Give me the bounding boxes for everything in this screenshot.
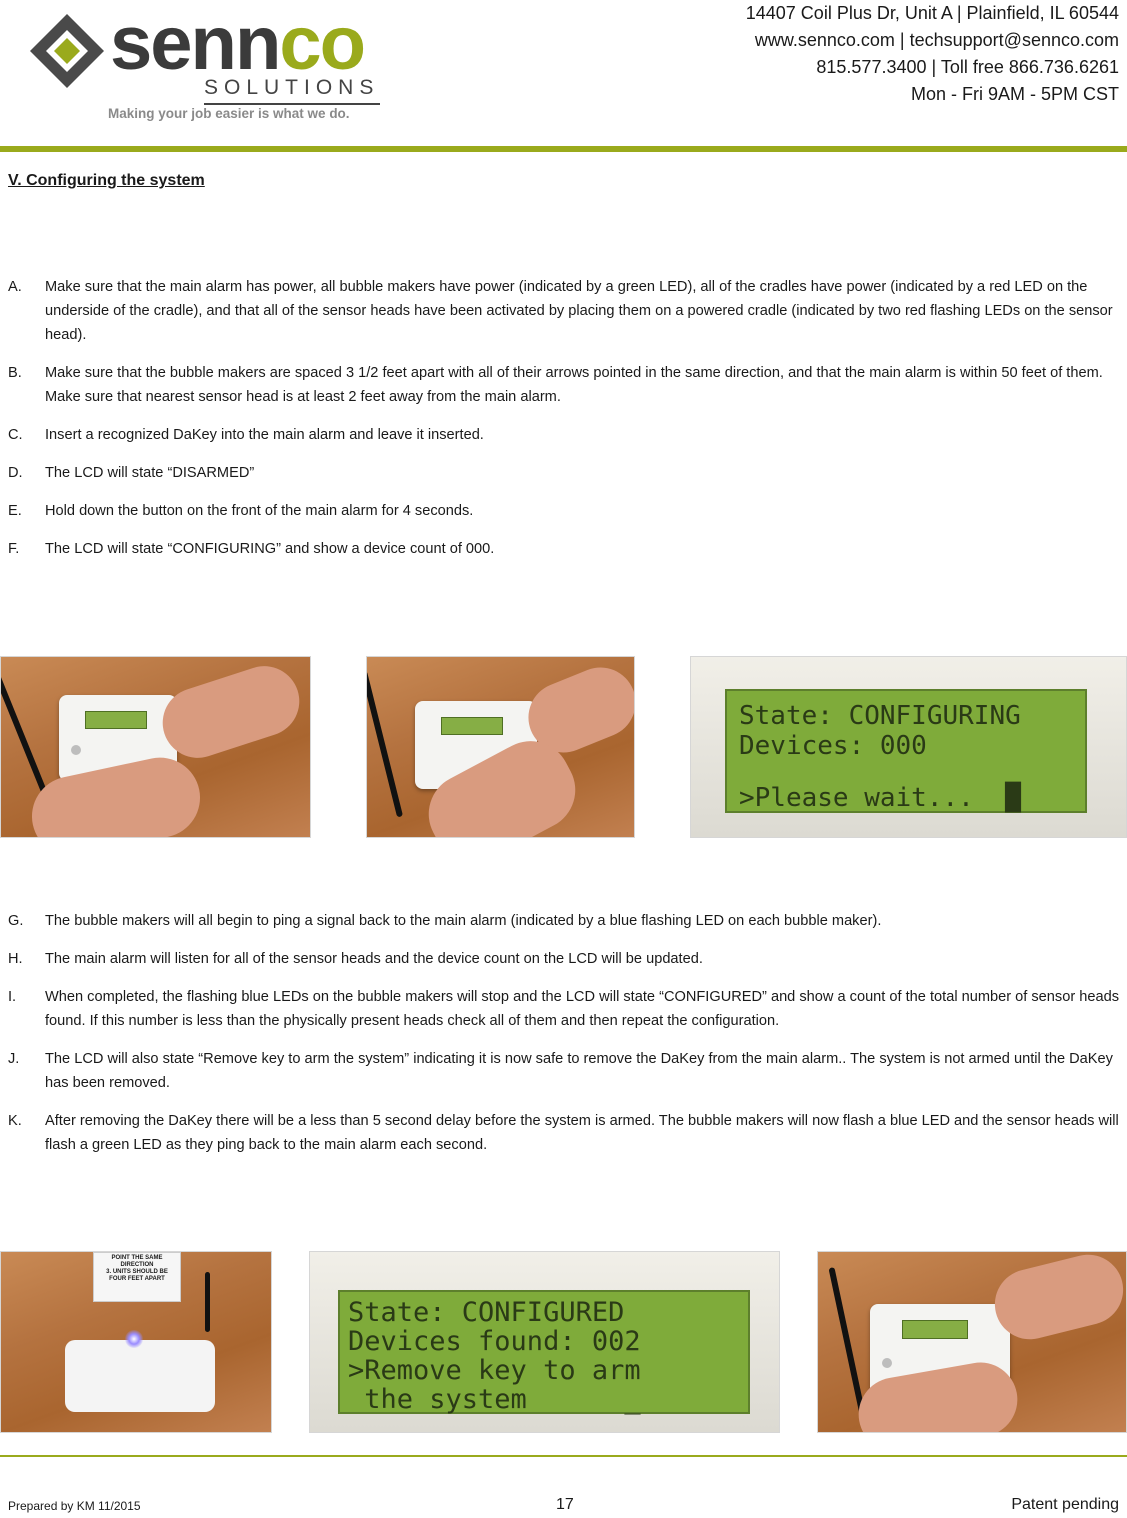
step-item: H. The main alarm will listen for all of the sensor heads and the device count on the LCD will be updated. [8, 951, 703, 967]
steps-list-a-f [8, 275, 1120, 575]
lcd-line: Devices found: 002 [348, 1326, 641, 1357]
footer-divider [0, 1455, 1127, 1457]
footer-patent: Patent pending [1011, 1496, 1119, 1513]
lcd-screen-configured [338, 1290, 750, 1414]
hand-right [987, 1251, 1127, 1347]
hand-right [154, 657, 309, 767]
device-lcd [85, 711, 147, 729]
photo-hold-button [366, 656, 635, 838]
logo-underline [204, 103, 380, 105]
lcd-line: >Please wait... █ [739, 783, 1021, 813]
antenna-cable [828, 1267, 865, 1415]
photo-bubble-maker [0, 1251, 272, 1433]
photo-insert-dakey [0, 656, 311, 838]
contact-address: 14407 Coil Plus Dr, Unit A | Plainfield, IL 60544 [745, 3, 1119, 23]
device-lcd [902, 1320, 968, 1339]
lcd-screen-configuring [725, 689, 1087, 813]
page-number: 17 [556, 1496, 574, 1513]
step-item: E. Hold down the button on the front of the main alarm for 4 seconds. [8, 503, 474, 519]
step-item: A. Make sure that the main alarm has power, all bubble makers have power (indicated by a green LED), all of the cradles have power (indicated by a red LED on the underside of the cradle), and that all of the sensor heads have been activated by placing them on a powered cradle (indicated by two red flashing LEDs on the sensor head). [8, 279, 1113, 343]
step-item: B. Make sure that the bubble makers are spaced 3 1/2 feet apart with all of their arrows pointed in the same direction, and that the main alarm is within 50 feet of them. Make sure that nearest sensor head is at least 2 feet away from the main alarm. [8, 365, 1103, 405]
steps-list-g-k [8, 909, 1120, 1171]
company-logo [28, 1, 388, 126]
lcd-line: State: CONFIGURED [348, 1297, 625, 1328]
contact-hours: Mon - Fri 9AM - 5PM CST [910, 84, 1119, 104]
step-item: F. The LCD will state “CONFIGURING” and show a device count of 000. [8, 541, 495, 557]
bubble-maker-device [65, 1340, 215, 1412]
lcd-line: State: CONFIGURING [739, 701, 1021, 731]
photo-remove-dakey [817, 1251, 1127, 1433]
step-item: D. The LCD will state “DISARMED” [8, 465, 255, 481]
antenna-cable [366, 671, 403, 818]
instruction-card: POINT THE SAME DIRECTION 3. UNITS SHOULD BE FOUR FEET APART [93, 1252, 181, 1302]
power-cable [205, 1272, 210, 1332]
blue-led-icon [125, 1330, 143, 1348]
logo-tagline: Making your job easier is what we do. [108, 106, 350, 121]
contact-web-email: www.sennco.com | techsupport@sennco.com [754, 30, 1119, 50]
contact-phones: 815.577.3400 | Toll free 866.736.6261 [816, 57, 1119, 77]
device-button [71, 745, 81, 755]
step-item: J. The LCD will also state “Remove key to arm the system” indicating it is now safe to remove the DaKey from the main alarm.. The system is not armed until the DaKey has been removed. [8, 1051, 1113, 1091]
logo-wordmark: sennco [110, 1, 365, 86]
device-button [882, 1358, 892, 1368]
diamond-logo-icon [28, 12, 106, 90]
photo-lcd-configuring [690, 656, 1127, 838]
logo-subtitle: SOLUTIONS [204, 76, 380, 99]
lcd-line: >Remove key to arm [348, 1355, 641, 1386]
lcd-line [739, 761, 1085, 783]
step-item: K. After removing the DaKey there will be a less than 5 second delay before the system is armed. The bubble makers will now flash a blue LED and the sensor heads will flash a green LED as they ping back to the main alarm each second. [8, 1113, 1119, 1153]
step-item: C. Insert a recognized DaKey into the main alarm and leave it inserted. [8, 427, 484, 443]
footer-prepared-by: Prepared by KM 11/2015 [8, 1499, 141, 1513]
device-lcd [441, 717, 503, 735]
step-item: G. The bubble makers will all begin to ping a signal back to the main alarm (indicated by a blue flashing LED on each bubble maker). [8, 913, 882, 929]
photo-lcd-configured [309, 1251, 780, 1433]
step-item: I. When completed, the flashing blue LEDs on the bubble makers will stop and the LCD will state “CONFIGURED” and show a count of the total number of sensor heads found. If this number is less than the physically present heads check all of them and then repeat the configuration. [8, 989, 1119, 1029]
contact-block [746, 0, 1119, 108]
lcd-line: Devices: 000 [739, 731, 927, 761]
header-divider [0, 146, 1127, 152]
lcd-line: the system _ [348, 1384, 641, 1415]
section-title: V. Configuring the system [8, 172, 205, 189]
